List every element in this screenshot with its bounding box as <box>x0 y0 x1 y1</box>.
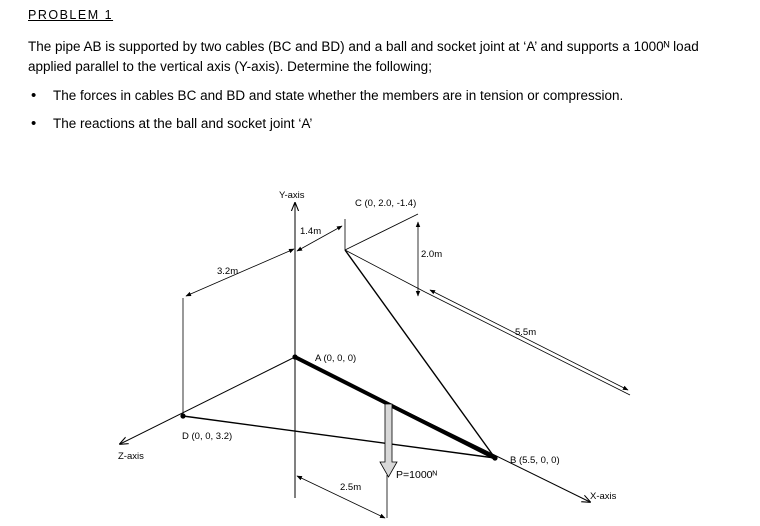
task-item-cable-forces: • The forces in cables BC and BD and state whether the members are in tension or compression. <box>28 86 748 106</box>
problem-statement: The pipe AB is supported by two cables (BC and BD) and a ball and socket joint at ‘A’ and supports a 1000ᴺ load applied parallel to the vertical axis (Y-axis). Determine the following; <box>28 39 699 74</box>
joint-d <box>180 413 185 418</box>
load-label: P=1000ᴺ <box>396 469 438 481</box>
dim-3-2-arrow <box>186 249 294 296</box>
point-d-label: D (0, 0, 3.2) <box>182 431 233 442</box>
point-a-label: A (0, 0, 0) <box>315 353 357 364</box>
joint-a <box>292 354 297 359</box>
pipe-ab <box>295 357 495 458</box>
point-b-label: B (5.5, 0, 0) <box>510 455 560 466</box>
c-offset-line <box>425 292 630 395</box>
x-axis-label: X-axis <box>590 491 617 502</box>
dim-2-0-label: 2.0m <box>421 249 443 260</box>
cable-bc <box>345 250 495 458</box>
c-projection-line <box>345 214 418 250</box>
z-axis-label: Z-axis <box>118 451 144 462</box>
dim-1-4-label: 1.4m <box>300 226 322 237</box>
dim-3-2-label: 3.2m <box>217 266 239 277</box>
problem-heading: PROBLEM 1 <box>28 8 114 22</box>
dim-5-5-label: 5.5m <box>515 327 537 338</box>
dim-5-5-arrow <box>430 290 628 390</box>
joint-b <box>492 455 497 460</box>
task-item-joint-reactions: • The reactions at the ball and socket joint ‘A’ <box>28 114 748 134</box>
point-c-label: C (0, 2.0, -1.4) <box>355 198 417 209</box>
load-arrow <box>380 404 397 477</box>
dim-2-5-label: 2.5m <box>340 482 362 493</box>
c-ground-line <box>345 250 425 292</box>
y-axis-label: Y-axis <box>279 190 305 201</box>
